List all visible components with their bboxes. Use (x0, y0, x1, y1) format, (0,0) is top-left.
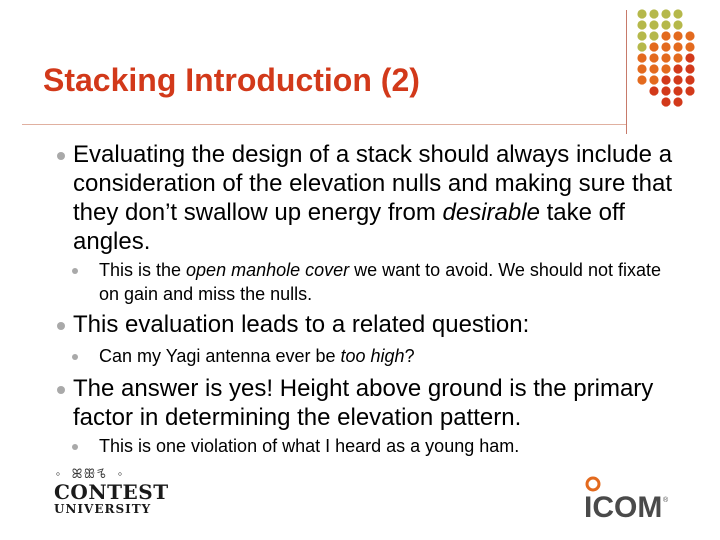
decorative-dot (685, 53, 694, 62)
decorative-dot (649, 53, 658, 62)
decorative-dot (673, 31, 682, 40)
cu-logo-contest: CONTEST (54, 480, 169, 504)
decorative-dot (685, 31, 694, 40)
decorative-dot (673, 53, 682, 62)
title-divider (22, 124, 626, 125)
sub-bullet-text: This is the open manhole cover we want to avoid. We should not fixate on gain and miss the nulls. (99, 260, 661, 304)
decorative-dot (637, 31, 646, 40)
sub-bullet-item (99, 344, 679, 368)
decorative-dot (649, 75, 658, 84)
decorative-dot (673, 20, 682, 29)
sub-bullet-text: This is one violation of what I heard as a young ham. (99, 436, 520, 456)
contest-university-logo (54, 467, 169, 516)
bullet-marker (57, 386, 65, 394)
decorative-dot (661, 97, 670, 106)
decorative-dot (661, 75, 670, 84)
slide-title: Stacking Introduction (2) (43, 62, 420, 98)
decorative-dot (649, 9, 658, 18)
icom-logo-text: ICOM (584, 491, 663, 522)
decorative-dot (661, 86, 670, 95)
sub-bullet-item (99, 434, 679, 458)
decorative-dot (661, 31, 670, 40)
decorative-dot (661, 64, 670, 73)
sub-bullet-marker (72, 444, 78, 450)
bullet-marker (57, 322, 65, 330)
sub-bullet-marker (72, 268, 78, 274)
icom-logo (584, 476, 670, 522)
decorative-dot (661, 53, 670, 62)
decorative-dot (673, 97, 682, 106)
decorative-dot (685, 75, 694, 84)
decorative-dot (649, 42, 658, 51)
cu-logo-university: UNIVERSITY (54, 502, 152, 516)
bullet-text: Evaluating the design of a stack should always include a consideration of the elevation nulls and making sure that they don’t swallow up energy from desirable take off angles. (73, 141, 673, 255)
decorative-dot (685, 42, 694, 51)
sub-bullet-text: Can my Yagi antenna ever be too high? (99, 346, 415, 366)
sub-bullet-marker (72, 354, 78, 360)
decorative-dot (661, 9, 670, 18)
decorative-dot (685, 64, 694, 73)
decorative-dot (649, 64, 658, 73)
bullet-text: The answer is yes! Height above ground is the primary factor in determining the elevation pattern. (73, 375, 654, 431)
decorative-dot (637, 64, 646, 73)
decorative-dot (637, 53, 646, 62)
bullet-item (73, 310, 683, 339)
vertical-divider (626, 10, 627, 134)
bullet-marker (57, 152, 65, 160)
decorative-dot-grid (636, 8, 698, 108)
decorative-dot (649, 31, 658, 40)
icom-logo-ring (587, 478, 599, 490)
icom-logo-mark: ® (663, 497, 669, 504)
bullet-text: This evaluation leads to a related question: (73, 311, 530, 338)
decorative-dot (673, 75, 682, 84)
decorative-dot (673, 42, 682, 51)
decorative-dot (673, 9, 682, 18)
decorative-dot (637, 20, 646, 29)
decorative-dot (673, 86, 682, 95)
decorative-dot (649, 20, 658, 29)
decorative-dot (661, 20, 670, 29)
decorative-dot (637, 42, 646, 51)
bullet-item (73, 140, 683, 256)
decorative-dot (685, 86, 694, 95)
decorative-dot (637, 75, 646, 84)
decorative-dot (637, 9, 646, 18)
decorative-dot (661, 42, 670, 51)
decorative-dot (673, 64, 682, 73)
bullet-item (73, 374, 683, 432)
cu-logo-ornament: ◦ ꕤꕥꕦ ◦ (54, 467, 125, 482)
decorative-dot (649, 86, 658, 95)
sub-bullet-item (99, 258, 679, 306)
